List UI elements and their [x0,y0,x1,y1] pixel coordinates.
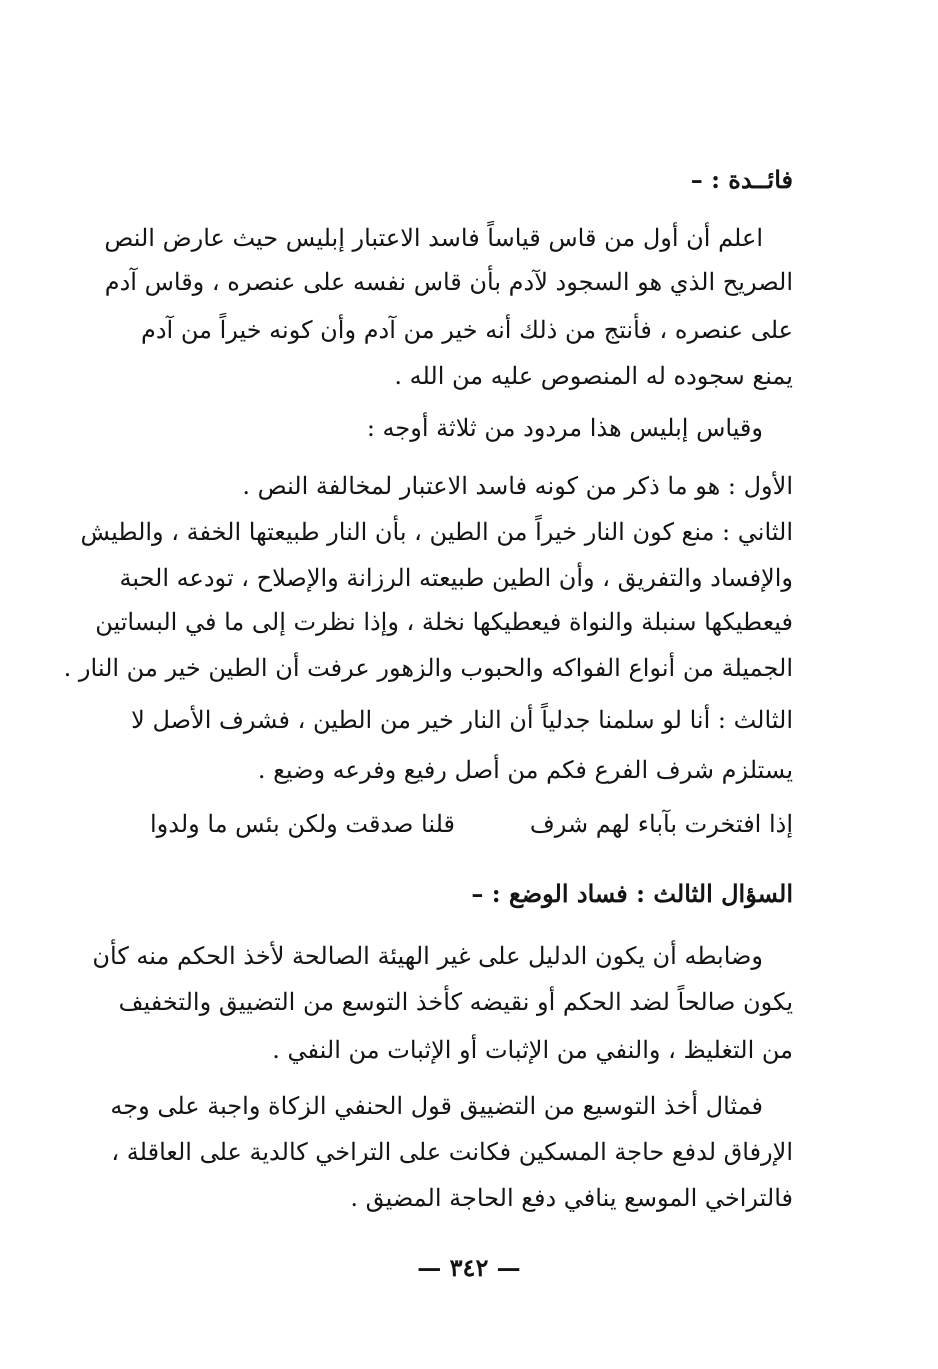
poetry-verse [150,806,793,842]
paragraph-line: وضابطه أن يكون الدليل على غير الهيئة الصالحة لأخذ الحكم منه كأن [92,942,763,970]
verse-first-hemistich: إذا افتخرت بآباء لهم شرف [529,810,793,838]
paragraph-line: الثالث : أنا لو سلمنا جدلياً أن النار خير من الطين ، فشرف الأصل لا [131,706,793,734]
paragraph-line: يستلزم شرف الفرع فكم من أصل رفيع وفرعه وضيع . [257,756,793,784]
paragraph-line: على عنصره ، فأنتج من ذلك أنه خير من آدم وأن كونه خيراً من آدم [140,316,793,344]
paragraph-line: الإرفاق لدفع حاجة المسكين فكانت على التراخي كالدية على العاقلة ، [111,1138,793,1166]
paragraph-line: من التغليظ ، والنفي من الإثبات أو الإثبات من النفي . [272,1036,793,1064]
paragraph-line: يكون صالحاً لضد الحكم أو نقيضه كأخذ التوسع من التضييق والتخفيف [118,988,793,1016]
paragraph-line: فيعطيكها سنبلة والنواة فيعطيكها نخلة ، وإذا نظرت إلى ما في البساتين [95,608,793,636]
paragraph-line: الصريح الذي هو السجود لآدم بأن قاس نفسه على عنصره ، وقاس آدم [104,268,793,296]
paragraph-line: اعلم أن أول من قاس قياساً فاسد الاعتبار إبليس حيث عارض النص [104,224,763,252]
heading-question-3: السؤال الثالث : فساد الوضع : – [471,879,793,908]
paragraph-line: يمنع سجوده له المنصوص عليه من الله . [394,362,793,390]
paragraph-line: والإفساد والتفريق ، وأن الطين طبيعته الرزانة والإصلاح ، تودعه الحبة [119,564,793,592]
paragraph-line: الأول : هو ما ذكر من كونه فاسد الاعتبار لمخالفة النص . [242,472,793,500]
paragraph-line: فالتراخي الموسع ينافي دفع الحاجة المضيق . [350,1184,793,1212]
page-number: — ٣٤٢ — [417,1253,521,1282]
heading-faida: فائــدة : – [690,165,793,194]
paragraph-line: الجميلة من أنواع الفواكه والحبوب والزهور عرفت أن الطين خير من النار . [63,654,793,682]
paragraph-line: الثاني : منع كون النار خيراً من الطين ، بأن النار طبيعتها الخفة ، والطيش [80,518,793,546]
verse-second-hemistich: قلنا صدقت ولكن بئس ما ولدوا [150,810,456,838]
paragraph-line: وقياس إبليس هذا مردود من ثلاثة أوجه : [366,414,763,442]
document-page [63,0,793,1369]
paragraph-line: فمثال أخذ التوسيع من التضييق قول الحنفي الزكاة واجبة على وجه [110,1092,763,1120]
